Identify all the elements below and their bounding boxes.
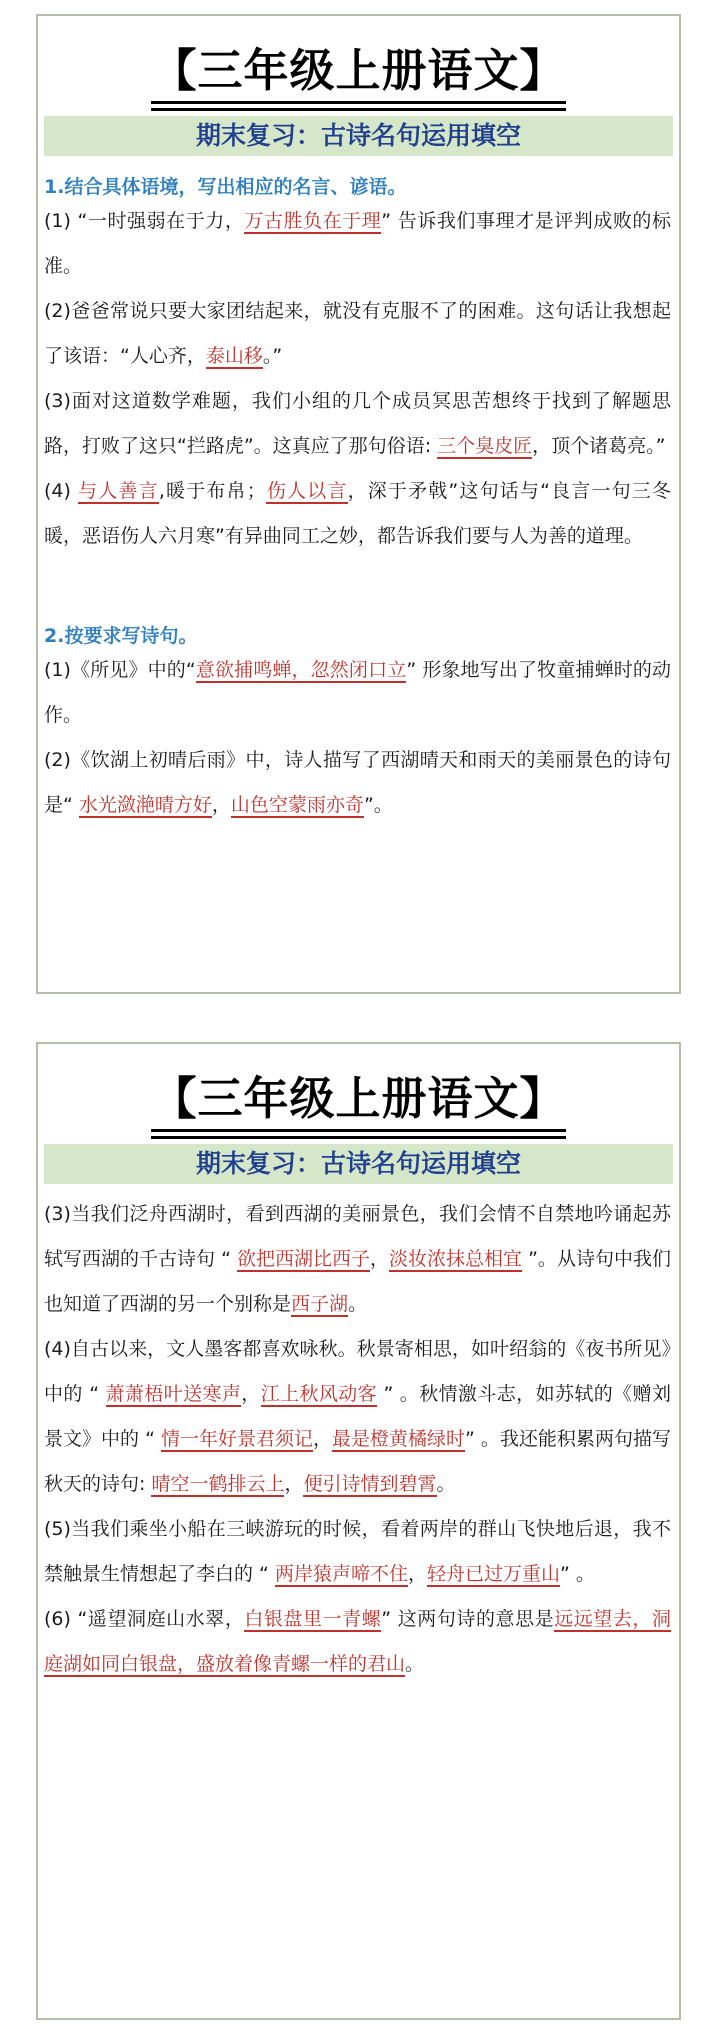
worksheet-card-2	[36, 1042, 681, 2020]
answer: 便引诗情到碧霄	[303, 1473, 437, 1495]
subtitle-band: 期末复习：古诗名句运用填空	[44, 116, 673, 156]
answer: 伤人以言	[265, 480, 348, 502]
answer: 淡妆浓抹总相宜	[389, 1248, 523, 1270]
question-6: (6) “遥望洞庭山水翠，白银盘里一青螺” 这两句诗的意思是远远望去，洞庭湖如同白银盘，盛放着像青螺一样的君山。	[44, 1608, 671, 1675]
answer: 水光潋滟晴方好	[78, 794, 212, 816]
answer: 三个臭皮匠	[437, 435, 533, 457]
question-4: (4)自古以来，文人墨客都喜欢咏秋。秋景寄相思，如叶绍翁的《夜书所见》中的 “ 萧萧梧叶送寒声，江上秋风动客 ” 。秋情激斗志，如苏轼的《赠刘景文》中的 “ 情一年好景君须记，最是橙黄橘绿时” 。我还能积累两句描写秋天的诗句: 晴空一鹤排云上，便引诗情到碧霄。	[44, 1338, 671, 1495]
answer: 泰山移	[205, 345, 263, 367]
question-1: (1) “一时强弱在于力，万古胜负在于理” 告诉我们事理才是评判成败的标准。	[44, 210, 671, 277]
answer: 远远望去，洞庭湖如同白银盘，盛放着像青螺一样的君山	[44, 1608, 671, 1675]
answer: 欲把西湖比西子	[236, 1248, 370, 1270]
answer: 与人善言	[78, 480, 159, 502]
answer: 轻舟已过万重山	[426, 1563, 560, 1585]
answer: 萧萧梧叶送寒声	[105, 1383, 242, 1405]
question-3: (3)面对这道数学难题，我们小组的几个成员冥思苦想终于找到了解题思路，打败了这只“拦路虎”。这真应了那句俗语: 三个臭皮匠，顶个诸葛亮。”	[44, 390, 671, 457]
page-title: 【三年级上册语文】	[38, 42, 679, 104]
section-2-title: 2.按要求写诗句。	[44, 625, 198, 647]
question-5: (5)当我们乘坐小船在三峡游玩的时候，看着两岸的群山飞快地后退，我不禁触景生情想起了李白的 “ 两岸猿声啼不住，轻舟已过万重山” 。	[44, 1518, 671, 1585]
question-5: (1)《所见》中的“意欲捕鸣蝉，忽然闭口立” 形象地写出了牧童捕蝉时的动作。	[44, 659, 671, 726]
answer: 晴空一鹤排云上	[151, 1473, 285, 1495]
question-2: (2)爸爸常说只要大家团结起来，就没有克服不了的困难。这句话让我想起了该语：“人心齐，泰山移。”	[44, 300, 671, 367]
answer: 意欲捕鸣蝉，忽然闭口立	[195, 659, 407, 681]
answer: 西子湖	[291, 1293, 349, 1315]
question-6: (2)《饮湖上初晴后雨》中，诗人描写了西湖晴天和雨天的美丽景色的诗句是“ 水光潋滟晴方好，山色空蒙雨亦奇”。	[44, 749, 671, 816]
answer: 万古胜负在于理	[244, 210, 382, 232]
question-3: (3)当我们泛舟西湖时，看到西湖的美丽景色，我们会情不自禁地吟诵起苏轼写西湖的千古诗句 “ 欲把西湖比西子，淡妆浓抹总相宜 ”。从诗句中我们也知道了西湖的另一个别称是西子湖。	[44, 1203, 671, 1315]
answer: 两岸猿声啼不住	[274, 1563, 408, 1585]
page-title: 【三年级上册语文】	[38, 1070, 679, 1132]
question-4: (4) 与人善言,暖于布帛；伤人以言，深于矛戟”这句话与“良言一句三冬暖，恶语伤人六月寒”有异曲同工之妙，都告诉我们要与人为善的道理。	[44, 480, 671, 547]
answer: 最是橙黄橘绿时	[332, 1428, 466, 1450]
worksheet-card-1	[36, 14, 681, 994]
answer: 白银盘里一青螺	[244, 1608, 382, 1630]
answer: 江上秋风动客	[260, 1383, 378, 1405]
answer: 情一年好景君须记	[160, 1428, 313, 1450]
subtitle-band: 期末复习：古诗名句运用填空	[44, 1144, 673, 1184]
answer: 山色空蒙雨亦奇	[230, 794, 364, 816]
section-1-title: 1.结合具体语境，写出相应的名言、谚语。	[44, 176, 407, 198]
